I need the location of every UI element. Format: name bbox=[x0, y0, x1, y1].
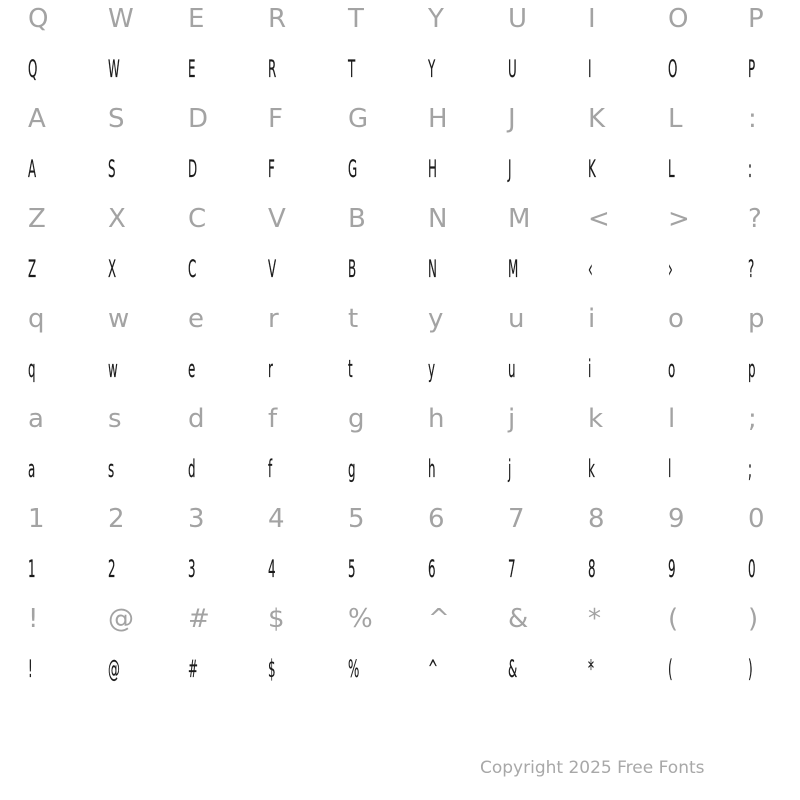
sample-glyph-row bbox=[0, 144, 800, 194]
reference-glyph-row bbox=[0, 594, 800, 644]
reference-glyph: ! bbox=[28, 604, 39, 634]
reference-glyph-row bbox=[0, 194, 800, 244]
sample-glyph: r bbox=[268, 355, 273, 383]
reference-glyph: E bbox=[188, 4, 205, 34]
sample-glyph: 5 bbox=[348, 555, 356, 583]
sample-glyph: K bbox=[588, 155, 596, 183]
reference-glyph-row bbox=[0, 494, 800, 544]
sample-glyph: : bbox=[748, 155, 753, 183]
reference-glyph: a bbox=[28, 404, 44, 434]
reference-glyph: : bbox=[748, 104, 757, 134]
sample-glyph: E bbox=[188, 55, 196, 83]
reference-glyph: 6 bbox=[428, 504, 445, 534]
reference-glyph: k bbox=[588, 404, 604, 434]
sample-glyph: ‹ bbox=[588, 255, 593, 283]
sample-glyph: T bbox=[348, 55, 356, 83]
reference-glyph: ^ bbox=[428, 604, 450, 634]
sample-glyph: S bbox=[108, 155, 116, 183]
reference-glyph: @ bbox=[108, 604, 134, 634]
reference-glyph: d bbox=[188, 404, 205, 434]
reference-glyph: I bbox=[588, 4, 596, 34]
reference-glyph: 9 bbox=[668, 504, 685, 534]
sample-glyph: Y bbox=[428, 55, 436, 83]
sample-glyph: X bbox=[108, 255, 117, 283]
reference-glyph: C bbox=[188, 204, 207, 234]
reference-glyph: u bbox=[508, 304, 525, 334]
reference-glyph: 8 bbox=[588, 504, 605, 534]
reference-glyph: % bbox=[348, 604, 373, 634]
reference-glyph: ; bbox=[748, 404, 757, 434]
sample-glyph: g bbox=[348, 455, 356, 483]
sample-glyph: J bbox=[508, 155, 512, 183]
reference-glyph: y bbox=[428, 304, 444, 334]
sample-glyph: % bbox=[348, 655, 360, 683]
sample-glyph: 2 bbox=[108, 555, 116, 583]
sample-glyph: ; bbox=[748, 455, 753, 483]
sample-glyph: s bbox=[108, 455, 115, 483]
sample-glyph: L bbox=[668, 155, 675, 183]
reference-glyph: o bbox=[668, 304, 684, 334]
sample-glyph: U bbox=[508, 55, 517, 83]
sample-glyph: * bbox=[588, 655, 594, 683]
sample-glyph-row bbox=[0, 344, 800, 394]
sample-glyph: $ bbox=[268, 655, 276, 683]
sample-glyph: ^ bbox=[428, 655, 438, 683]
sample-glyph: R bbox=[268, 55, 277, 83]
reference-glyph: J bbox=[508, 104, 516, 134]
sample-glyph: 1 bbox=[28, 555, 36, 583]
sample-glyph: h bbox=[428, 455, 436, 483]
reference-glyph: A bbox=[28, 104, 46, 134]
sample-glyph: e bbox=[188, 355, 196, 383]
reference-glyph-row bbox=[0, 94, 800, 144]
reference-glyph: s bbox=[108, 404, 122, 434]
reference-glyph-row bbox=[0, 394, 800, 444]
sample-glyph: Q bbox=[28, 55, 38, 83]
reference-glyph: Z bbox=[28, 204, 46, 234]
sample-glyph: l bbox=[668, 455, 672, 483]
reference-glyph: Q bbox=[28, 4, 49, 34]
reference-glyph: 1 bbox=[28, 504, 45, 534]
sample-glyph-row bbox=[0, 444, 800, 494]
sample-glyph: u bbox=[508, 355, 516, 383]
sample-glyph: q bbox=[28, 355, 36, 383]
reference-glyph: T bbox=[348, 4, 364, 34]
reference-glyph: N bbox=[428, 204, 448, 234]
sample-glyph: 3 bbox=[188, 555, 196, 583]
reference-glyph: K bbox=[588, 104, 606, 134]
reference-glyph: l bbox=[668, 404, 676, 434]
reference-glyph: j bbox=[508, 404, 516, 434]
sample-glyph: f bbox=[268, 455, 273, 483]
reference-glyph: O bbox=[668, 4, 689, 34]
sample-glyph: t bbox=[348, 355, 353, 383]
sample-glyph: 6 bbox=[428, 555, 436, 583]
reference-glyph: > bbox=[668, 204, 690, 234]
sample-glyph: o bbox=[668, 355, 676, 383]
reference-glyph: t bbox=[348, 304, 359, 334]
sample-glyph: O bbox=[668, 55, 678, 83]
sample-glyph: H bbox=[428, 155, 437, 183]
reference-glyph: P bbox=[748, 4, 764, 34]
reference-glyph: X bbox=[108, 204, 126, 234]
reference-glyph: D bbox=[188, 104, 209, 134]
sample-glyph: & bbox=[508, 655, 518, 683]
copyright-footer: Copyright 2025 Free Fonts bbox=[480, 758, 705, 778]
reference-glyph: h bbox=[428, 404, 445, 434]
reference-glyph: < bbox=[588, 204, 610, 234]
sample-glyph: ) bbox=[748, 655, 753, 683]
reference-glyph: S bbox=[108, 104, 125, 134]
sample-glyph: Z bbox=[28, 255, 37, 283]
sample-glyph: D bbox=[188, 155, 198, 183]
reference-glyph: w bbox=[108, 304, 130, 334]
sample-glyph: w bbox=[108, 355, 118, 383]
sample-glyph: I bbox=[588, 55, 592, 83]
reference-glyph-row bbox=[0, 294, 800, 344]
sample-glyph: # bbox=[188, 655, 198, 683]
reference-glyph: $ bbox=[268, 604, 285, 634]
reference-glyph: p bbox=[748, 304, 765, 334]
sample-glyph: ( bbox=[668, 655, 673, 683]
sample-glyph: F bbox=[268, 155, 275, 183]
sample-glyph-row bbox=[0, 244, 800, 294]
sample-glyph: 0 bbox=[748, 555, 756, 583]
sample-glyph: i bbox=[588, 355, 592, 383]
reference-glyph: M bbox=[508, 204, 531, 234]
sample-glyph: C bbox=[188, 255, 197, 283]
sample-glyph: a bbox=[28, 455, 36, 483]
reference-glyph: 7 bbox=[508, 504, 525, 534]
reference-glyph: * bbox=[588, 604, 601, 634]
sample-glyph: M bbox=[508, 255, 519, 283]
reference-glyph: q bbox=[28, 304, 45, 334]
reference-glyph: ) bbox=[748, 604, 759, 634]
reference-glyph: F bbox=[268, 104, 283, 134]
reference-glyph: V bbox=[268, 204, 286, 234]
reference-glyph-row bbox=[0, 0, 800, 44]
reference-glyph: R bbox=[268, 4, 287, 34]
reference-glyph: W bbox=[108, 4, 134, 34]
reference-glyph: # bbox=[188, 604, 210, 634]
sample-glyph: B bbox=[348, 255, 357, 283]
reference-glyph: g bbox=[348, 404, 365, 434]
sample-glyph: 4 bbox=[268, 555, 276, 583]
sample-glyph: y bbox=[428, 355, 436, 383]
reference-glyph: 2 bbox=[108, 504, 125, 534]
sample-glyph: 8 bbox=[588, 555, 596, 583]
sample-glyph: › bbox=[668, 255, 673, 283]
sample-glyph: j bbox=[508, 455, 512, 483]
sample-glyph: @ bbox=[108, 655, 120, 683]
reference-glyph: 4 bbox=[268, 504, 285, 534]
reference-glyph: H bbox=[428, 104, 448, 134]
reference-glyph: B bbox=[348, 204, 366, 234]
reference-glyph: 5 bbox=[348, 504, 365, 534]
reference-glyph: f bbox=[268, 404, 278, 434]
sample-glyph: 7 bbox=[508, 555, 516, 583]
reference-glyph: e bbox=[188, 304, 204, 334]
sample-glyph-row bbox=[0, 644, 800, 694]
sample-glyph: N bbox=[428, 255, 437, 283]
sample-glyph: W bbox=[108, 55, 120, 83]
sample-glyph-row bbox=[0, 544, 800, 594]
sample-glyph: P bbox=[748, 55, 756, 83]
reference-glyph: U bbox=[508, 4, 528, 34]
sample-glyph: G bbox=[348, 155, 358, 183]
reference-glyph: r bbox=[268, 304, 279, 334]
sample-glyph: V bbox=[268, 255, 277, 283]
sample-glyph: 9 bbox=[668, 555, 676, 583]
reference-glyph: L bbox=[668, 104, 683, 134]
reference-glyph: ? bbox=[748, 204, 762, 234]
sample-glyph: p bbox=[748, 355, 756, 383]
sample-glyph: ? bbox=[748, 255, 755, 283]
reference-glyph: i bbox=[588, 304, 596, 334]
reference-glyph: ( bbox=[668, 604, 679, 634]
reference-glyph: 3 bbox=[188, 504, 205, 534]
sample-glyph: d bbox=[188, 455, 196, 483]
reference-glyph: G bbox=[348, 104, 369, 134]
reference-glyph: 0 bbox=[748, 504, 765, 534]
sample-glyph-row bbox=[0, 44, 800, 94]
reference-glyph: Y bbox=[428, 4, 444, 34]
sample-glyph: A bbox=[28, 155, 37, 183]
reference-glyph: & bbox=[508, 604, 529, 634]
sample-glyph: k bbox=[588, 455, 595, 483]
sample-glyph: ! bbox=[28, 655, 33, 683]
